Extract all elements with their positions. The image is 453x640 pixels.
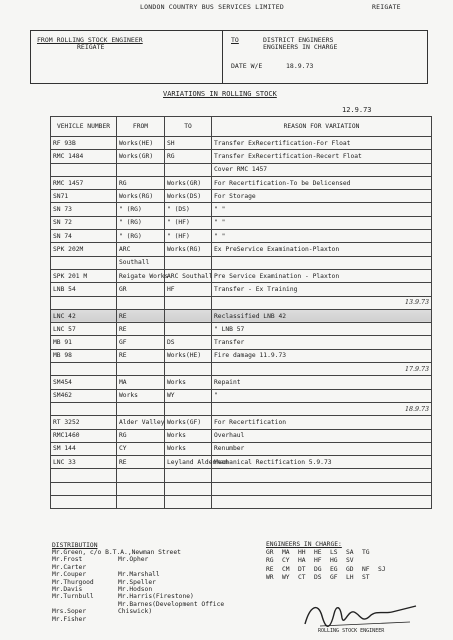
table-row [51,469,432,482]
table-row [51,230,432,243]
memo-box [30,30,428,84]
table-row [51,150,432,163]
engineer-code: WY [282,573,290,581]
engineer-code: TG [362,549,370,557]
from-cell: RG [117,176,165,189]
to-cell: WY [165,389,212,402]
vehicle-cell: RMC 1457 [51,176,117,189]
vehicle-cell: RF 93B [51,137,117,150]
to-cell [165,363,212,376]
table-row [51,416,432,429]
table-row [51,349,432,362]
header-reason: REASON FOR VARIATION [212,117,432,137]
from-cell: RE [117,456,165,469]
engineer-code: EG [330,565,338,573]
engineer-code: CM [282,565,290,573]
table-row [51,296,432,309]
from-cell: Works(HE) [117,137,165,150]
table-row [51,163,432,176]
to-cell: Works(DS) [165,190,212,203]
table-row [51,176,432,189]
location-header: REIGATE [372,3,401,11]
from-cell: Reigate Works [117,269,165,282]
vehicle-cell: SN 74 [51,230,117,243]
engineer-code: RE [266,565,274,573]
memo-date-value: 18.9.73 [286,62,314,70]
reason-cell [212,496,432,509]
memo-to-label: TO [231,36,239,44]
engineer-code: GF [330,573,338,581]
to-cell: " (HF) [165,230,212,243]
engineer-code: SA [346,549,354,557]
from-cell: RG [117,429,165,442]
from-cell [117,163,165,176]
distribution-item: Mr.Carter [52,563,87,571]
reason-cell: Transfer [212,336,432,349]
table-row [51,283,432,296]
top-date: 12.9.73 [342,106,372,114]
engineer-code: DS [314,573,322,581]
reason-cell: Reclassified LNB 42 [212,309,432,322]
engineer-code: DT [298,565,306,573]
memo-from-line2: REIGATE [77,43,105,51]
engineer-code: HE [314,549,322,557]
engineer-code: MA [282,549,290,557]
to-cell: Works [165,429,212,442]
distribution-item: Mrs.Soper [52,608,87,616]
vehicle-cell: SM462 [51,389,117,402]
from-cell [117,363,165,376]
vehicle-cell: SN 72 [51,216,117,229]
vehicle-cell [51,496,117,509]
from-cell [117,496,165,509]
reason-cell: Cover RMC 1457 [212,163,432,176]
reason-cell: 13.9.73 [212,296,432,309]
from-cell: RE [117,309,165,322]
vehicle-cell: RMC 1484 [51,150,117,163]
to-cell: Works [165,442,212,455]
from-cell: Alder Valley [117,416,165,429]
vehicle-cell [51,402,117,415]
from-cell: MA [117,376,165,389]
vehicle-cell: SPK 202M [51,243,117,256]
to-cell [165,309,212,322]
from-cell: GR [117,283,165,296]
vehicle-cell: LNC 57 [51,323,117,336]
reason-cell: Transfer ExRecertification-For Float [212,137,432,150]
reason-cell: 17.9.73 [212,363,432,376]
reason-cell: " [212,389,432,402]
engineers-row [266,566,394,574]
vehicle-cell: MB 98 [51,349,117,362]
to-cell [165,163,212,176]
vehicle-cell: LNB 54 [51,283,117,296]
vehicle-cell: RT 3252 [51,416,117,429]
reason-cell: Renumber [212,442,432,455]
table-row [51,216,432,229]
engineers-row [266,574,394,582]
engineer-code: GR [266,549,274,557]
vehicle-cell [51,363,117,376]
to-cell: Works(GR) [165,176,212,189]
from-cell: RE [117,323,165,336]
memo-to-line2: ENGINEERS IN CHARGE [263,43,338,51]
vehicle-cell: SM454 [51,376,117,389]
header-vehicle: VEHICLE NUMBER [51,117,117,137]
from-cell: ARC [117,243,165,256]
distribution-item: Mr.Couper [52,571,87,579]
from-cell [117,482,165,495]
engineer-code: ST [362,573,370,581]
reason-cell: For Recertification-To be Delicensed [212,176,432,189]
engineer-code: GD [346,565,354,573]
table-row [51,137,432,150]
engineer-code: CY [282,557,290,565]
from-cell: " (RG) [117,203,165,216]
to-cell: " (DS) [165,203,212,216]
to-cell: DS [165,336,212,349]
to-cell: SH [165,137,212,150]
memo-to-line1: DISTRICT ENGINEERS [263,36,334,44]
engineer-code: DG [314,565,322,573]
to-cell: Works [165,376,212,389]
reason-cell: Overhaul [212,429,432,442]
to-cell [165,256,212,269]
memo-date-label: DATE W/E [231,62,263,70]
engineer-code: LH [346,573,354,581]
table-row [51,256,432,269]
to-cell [165,296,212,309]
reason-cell: " " [212,203,432,216]
reason-cell: For Recertification [212,416,432,429]
table-row [51,496,432,509]
from-cell: CY [117,442,165,455]
from-cell [117,469,165,482]
distribution-item: Mr.Green, c/o B.T.A.,Newman Street [52,549,181,556]
to-cell: Works(RG) [165,243,212,256]
to-cell: HF [165,283,212,296]
table-row [51,190,432,203]
engineer-code: NF [362,565,370,573]
table-row [51,442,432,455]
table-row [51,429,432,442]
engineers-in-charge [266,541,394,582]
table-row [51,376,432,389]
company-header: LONDON COUNTRY BUS SERVICES LIMITED [140,3,284,11]
reason-cell [212,469,432,482]
reason-cell: Repaint [212,376,432,389]
vehicle-cell [51,256,117,269]
table-row [51,323,432,336]
reason-cell [212,482,432,495]
distribution-item: Mr.Speller [118,578,156,586]
from-cell: Works(GR) [117,150,165,163]
distribution-item: Mr.Frost [52,556,83,564]
distribution-item: Mr.Harris(Firestone) [118,593,194,601]
table-row [51,402,432,415]
table-row [51,336,432,349]
header-to: TO [165,117,212,137]
vehicle-cell: MB 91 [51,336,117,349]
to-cell [165,402,212,415]
header-from: FROM [117,117,165,137]
to-cell: ARC Southall [165,269,212,282]
distribution-item: Mr.Hodson [118,586,153,593]
engineer-code: CT [298,573,306,581]
vehicle-cell: LNC 42 [51,309,117,322]
engineer-code: SJ [378,565,386,573]
engineer-code: HA [298,557,306,565]
distribution-item: Chiswick) [118,608,153,616]
vehicle-cell: SM 144 [51,442,117,455]
engineers-heading: ENGINEERS IN CHARGE: [266,541,342,548]
from-cell: Southall [117,256,165,269]
distribution-item: Mr.Opher [118,556,149,564]
engineers-row [266,557,394,565]
vehicle-cell: RMC1460 [51,429,117,442]
reason-cell: For Storage [212,190,432,203]
engineer-code: LS [330,549,338,557]
distribution-item: Mr.Thurgood [52,578,94,586]
vehicle-cell [51,482,117,495]
table-row [51,456,432,469]
engineer-code: HG [330,557,338,565]
section-title: VARIATIONS IN ROLLING STOCK [163,90,277,98]
engineer-code: HF [314,557,322,565]
from-cell: " (RG) [117,230,165,243]
memo-divider [222,31,223,83]
from-cell: " (RG) [117,216,165,229]
reason-cell: " LNB 57 [212,323,432,336]
table-row [51,243,432,256]
memo-from-line1: FROM ROLLING STOCK ENGINEER [37,36,143,44]
from-cell: Works(RG) [117,190,165,203]
engineer-code: SV [346,557,354,565]
vehicle-cell: SPK 201 M [51,269,117,282]
from-cell: RE [117,349,165,362]
distribution-item: Mr.Fisher [52,615,87,623]
to-cell: RG [165,150,212,163]
vehicle-cell: SN 73 [51,203,117,216]
distribution-item: Mr.Turnbull [52,593,94,601]
engineers-row [266,549,394,557]
reason-cell: Mechanical Rectification 5.9.73 [212,456,432,469]
reason-cell: Transfer - Ex Training [212,283,432,296]
signature-stamp: ROLLING STOCK ENGINEER [318,628,385,634]
to-cell [165,482,212,495]
vehicle-cell [51,469,117,482]
to-cell [165,323,212,336]
from-cell: GF [117,336,165,349]
from-cell [117,296,165,309]
reason-cell: Fire damage 11.9.73 [212,349,432,362]
distribution-item: Mr.Barnes(Development Office [118,600,225,608]
reason-cell: Transfer ExRecertification-Recert Float [212,150,432,163]
table-row [51,363,432,376]
to-cell [165,496,212,509]
distribution-item: Mr.Davis [52,586,83,593]
table-row [51,389,432,402]
to-cell [165,469,212,482]
table-row [51,482,432,495]
from-cell [117,402,165,415]
vehicle-cell: LNC 33 [51,456,117,469]
distribution-heading: DISTRIBUTION [52,542,98,549]
table-row [51,203,432,216]
reason-cell: 18.9.73 [212,402,432,415]
reason-cell: " " [212,216,432,229]
table-row [51,309,432,322]
table-row [51,269,432,282]
reason-cell: Pre Service Examination - Plaxton [212,269,432,282]
from-cell: Works [117,389,165,402]
to-cell: Leyland Aldenham [165,456,212,469]
engineer-code: RG [266,557,274,565]
reason-cell: Ex PreService Examination-Plaxton [212,243,432,256]
vehicle-cell [51,163,117,176]
engineer-code: WR [266,573,274,581]
to-cell: " (HF) [165,216,212,229]
reason-cell [212,256,432,269]
distribution-item: Mr.Marshall [118,571,160,579]
engineer-code: HH [298,549,306,557]
vehicle-cell [51,296,117,309]
variations-table [50,116,432,509]
reason-cell: " " [212,230,432,243]
to-cell: Works(GF) [165,416,212,429]
vehicle-cell: SN71 [51,190,117,203]
to-cell: Works(HE) [165,349,212,362]
table-header-row [51,117,432,137]
